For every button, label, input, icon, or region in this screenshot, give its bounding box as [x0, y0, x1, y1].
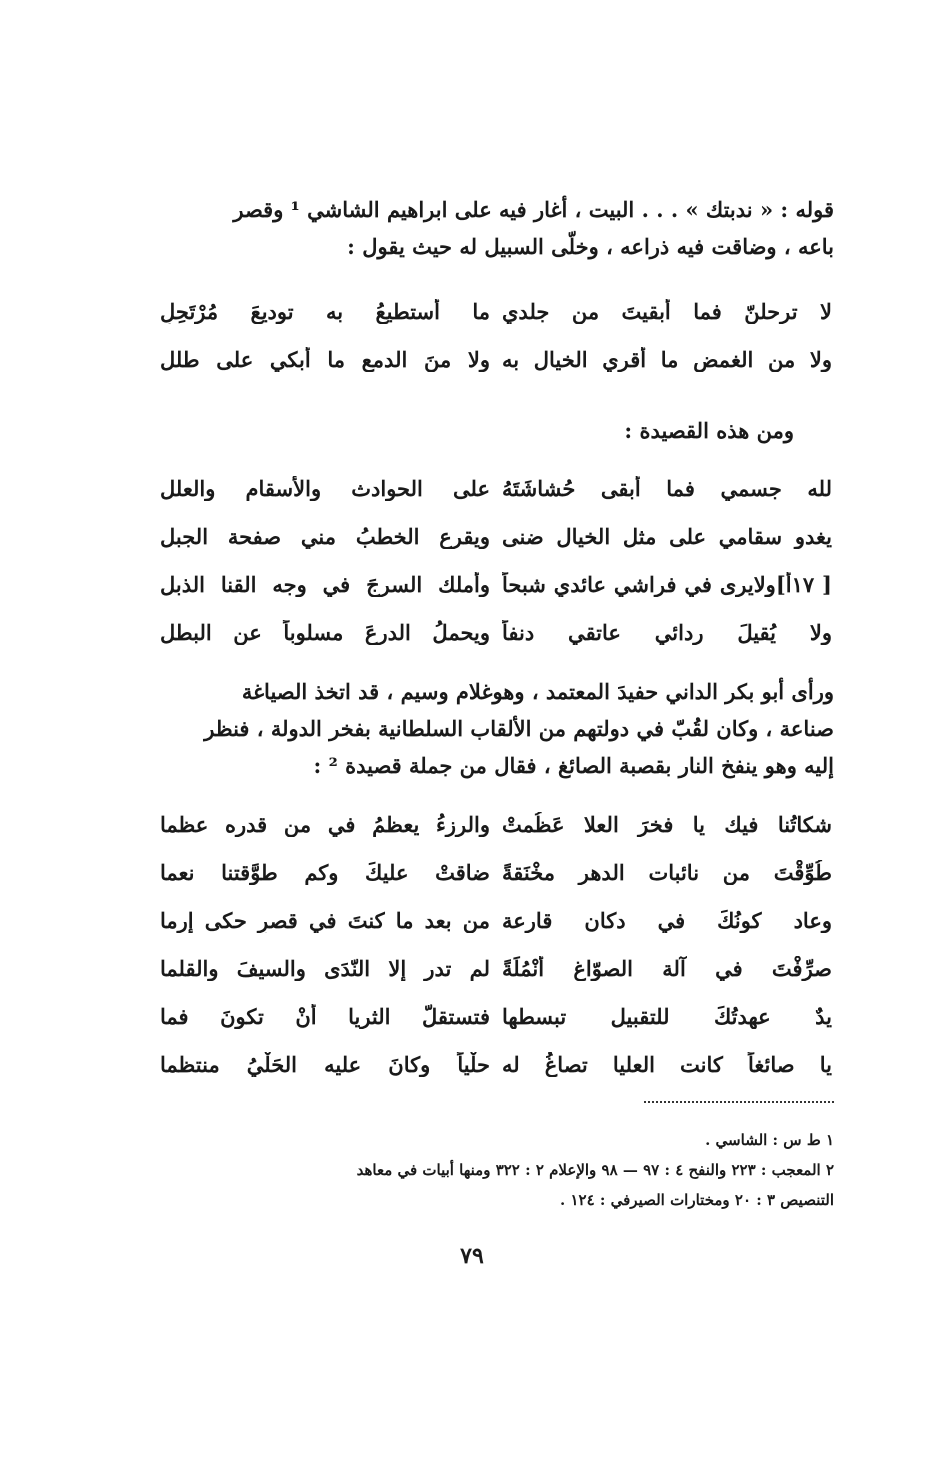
verse-row: [160, 896, 832, 944]
verse-first-hemistich: لا ترحلنّ فما أبقيتَ من جلدي: [502, 298, 832, 324]
poem-2: [160, 464, 832, 656]
verse-first-hemistich: لله جسمي فما أبقى حُشاشَتَهُ: [502, 475, 832, 501]
section-heading: ومن هذه القصيدة :: [624, 418, 794, 443]
verse-first-hemistich: طُوِّقْتَ من نائبات الدهرِ مخْنَقةً: [502, 859, 832, 885]
verse-first-hemistich: يغدو سقامي على مثل الخيال ضنى: [502, 523, 832, 549]
verse-second-hemistich: ولا منَ الدمعِ ما أبكي على طلل: [160, 346, 490, 372]
verse-first-hemistich: ولا يُقيلَ ردائي عاتقي دنفاً: [502, 619, 832, 645]
verse-row: [160, 512, 832, 560]
verse-second-hemistich: ويحملُ الدرعَ مسلوباً عن البطل: [160, 619, 490, 645]
paragraph-narrative-line-1: ورأى أبو بكر الداني حفيدَ المعتمد ، وهوغلام وسيم ، قد اتخذ الصياغة: [241, 679, 834, 704]
verse-second-hemistich: على الحوادث والأسقام والعلل: [160, 475, 490, 501]
poem-3: [160, 800, 832, 1088]
paragraph-narrative: [160, 673, 834, 784]
paragraph-intro-line-1: قوله : « ندبتك » . . . البيت ، أغار فيه على ابراهيم الشاشي ¹ وقصر: [233, 197, 834, 222]
verse-first-hemistich: [ ١٧أ]ولايرى في فراشي عائدي شبحاً: [502, 571, 832, 597]
footnote-1: ١ ط س : الشاسي .: [705, 1131, 834, 1149]
verse-row: [160, 800, 832, 848]
verse-row: [160, 1040, 832, 1088]
verse-second-hemistich: وأملك السرجَ في وجه القنا الذبل: [160, 571, 490, 597]
verse-first-hemistich: يا صائغاً كانت العليا تصاغُ له: [502, 1051, 832, 1077]
paragraph-narrative-line-2: صناعة ، وكان لقُبّ في دولتهم من الألقاب السلطانية بفخر الدولة ، فنظر: [204, 716, 834, 741]
verse-second-hemistich: والرزءُ يعظمُ في من قدره عظما: [160, 811, 490, 837]
verse-second-hemistich: حلْياً وكانَ عليه الحَلْيُ منتظما: [160, 1051, 490, 1077]
footnotes: [160, 1125, 834, 1215]
footnote-2-line-1: ٢ المعجب : ٢٢٣ والنفح ٤ : ٩٧ — ٩٨ والإعلام ٢ : ٣٢٢ ومنها أبيات في معاهد: [356, 1161, 834, 1179]
paragraph-intro: [160, 191, 834, 265]
verse-first-hemistich: ولا من الغمض ما أقري الخيال به: [502, 346, 832, 372]
verse-row: [160, 944, 832, 992]
paragraph-intro-line-2: باعه ، وضاقت فيه ذراعه ، وخلّى السبيل له حيث يقول :: [347, 234, 834, 259]
verse-row: [160, 464, 832, 512]
verse-second-hemistich: ضاقتْ عليكَ وكم طوَّقتنا نعما: [160, 859, 490, 885]
verse-row: [160, 992, 832, 1040]
verse-row: [160, 335, 832, 383]
verse-first-hemistich: يدٌ عهدتُكَ للتقبيل تبسطها: [502, 1003, 832, 1029]
verse-row: [160, 608, 832, 656]
verse-row: [160, 287, 832, 335]
verse-first-hemistich: وعاد كونُكَ في دكان قارعة: [502, 907, 832, 933]
verse-second-hemistich: من بعد ما كنتَ في قصرٍ حكى إرما: [160, 907, 490, 933]
verse-row: [160, 848, 832, 896]
verse-second-hemistich: لم تدرِ إلا النّدَى والسيفَ والقلما: [160, 955, 490, 981]
verse-second-hemistich: ويقرع الخطبُ مني صفحة الجبل: [160, 523, 490, 549]
verse-first-hemistich: صرِّفْتَ في آلة الصوّاغ أنْمُلَةً: [502, 955, 832, 981]
footnote-divider: [644, 1101, 834, 1103]
verse-row: [160, 560, 832, 608]
verse-second-hemistich: فتستقلّ الثريا أنْ تكونَ فما: [160, 1003, 490, 1029]
footnote-2-line-2: التنصيص ٣ : ٢٠ ومختارات الصيرفي : ١٢٤ .: [560, 1191, 834, 1209]
page-number: ٧٩: [460, 1243, 484, 1269]
verse-first-hemistich: شكاتُنا فيك يا فخرَ العلا عَظُمتْ: [502, 811, 832, 837]
verse-second-hemistich: ما أستطيعُ به توديعَ مُرْتَحِلِ: [160, 298, 490, 324]
poem-1: [160, 287, 832, 383]
paragraph-narrative-line-3: إليه وهو ينفخ النار بقصبة الصائغ ، فقال من جملة قصيدة ² :: [313, 753, 834, 778]
